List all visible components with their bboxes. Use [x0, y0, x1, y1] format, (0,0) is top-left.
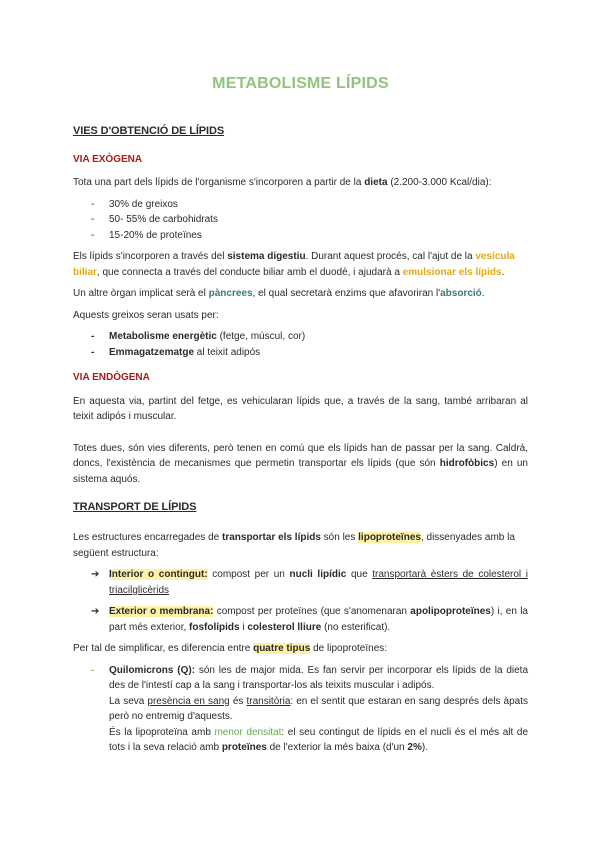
paragraph-usos: Aquests greixos seran usats per: [73, 309, 219, 321]
list-item: ➔ Interior o contingut: compost per un nucli lipídic que transportarà èsters de colesterol i triacilglicèrids [91, 567, 528, 598]
section-heading-transport: TRANSPORT DE LÍPIDS [73, 501, 197, 514]
page-title: METABOLISME LÍPIDS [212, 75, 389, 92]
list-item: - Emmagatzematge al teixit adipós [91, 345, 528, 361]
paragraph-digestiu: Els lípids s'incorporen a través del sistema digestiu. Durant aquest procés, cal l'ajut de la vesícula biliar, que connecta a través del conducte biliar amb el duodè, i ajudarà a emulsionar els lípids. [73, 251, 515, 278]
list-item: - 30% de greixos [91, 197, 528, 213]
list-item: ➔ Exterior o membrana: compost per proteïnes (que s'anomenaran apolipoproteïnes) i, en la part més exterior, fosfolípids i colesterol lliure (no esterificat). [91, 604, 528, 635]
paragraph-totes-dues: Totes dues, són vies diferents, però tenen en comú que els lípids han de passar per la sang. Caldrà, doncs, l'existència de mecanismes que permetin transportar els lípids (que són hidrofòbics) en un sistema aquós. [73, 442, 528, 485]
list-item: - Quilomicrons (Q): són les de major mida. Es fan servir per incorporar els lípids de la dieta des de l'intestí cap a la sang i transportar-los als teixits muscular i adipós. La seva presència en sang és transitòria: en el sentit que estaran en sang després dels àpats però no entremig d'aquests. És la lipoproteïna amb menor densitat: el seu contingut de lípids en el nucli és el més alt de tots i la seva relació amb proteïnes de l'exterior la més baixa (d'un 2%). [91, 663, 528, 756]
diet-list [73, 197, 528, 244]
list-item: - Metabolisme energètic (fetge, múscul, cor) [91, 329, 528, 345]
paragraph-quatre-tipus: Per tal de simplificar, es diferencia entre quatre tipus de lipoproteïnes: [73, 643, 388, 655]
list-item: - 15-20% de proteïnes [91, 228, 528, 244]
list-item: - 50- 55% de carbohidrats [91, 212, 528, 228]
paragraph-endogena: En aquesta via, partint del fetge, es vehicularan lípids que, a través de la sang, també arribaran al teixit adipós i muscular. [73, 395, 528, 423]
paragraph-pancrees: Un altre òrgan implicat serà el pàncrees, el qual secretarà enzims que afavoriran l'absorció. [73, 288, 485, 300]
subheading-via-endogena: VIA ENDÒGENA [73, 372, 150, 384]
section-heading-vies: VIES D'OBTENCIÓ DE LÍPIDS [73, 124, 225, 137]
paragraph-dieta: Tota una part dels lípids de l'organisme s'incorporen a partir de la dieta (2.200-3.000 Kcal/dia): [73, 177, 492, 189]
lipoprotein-list [73, 663, 528, 756]
uses-list [73, 329, 528, 360]
structure-list [73, 567, 528, 635]
subheading-via-exogena: VIA EXÒGENA [73, 153, 143, 165]
paragraph-estructures: Les estructures encarregades de transportar els lípids són les lipoproteïnes, dissenyades amb la següent estructura: [73, 532, 515, 559]
